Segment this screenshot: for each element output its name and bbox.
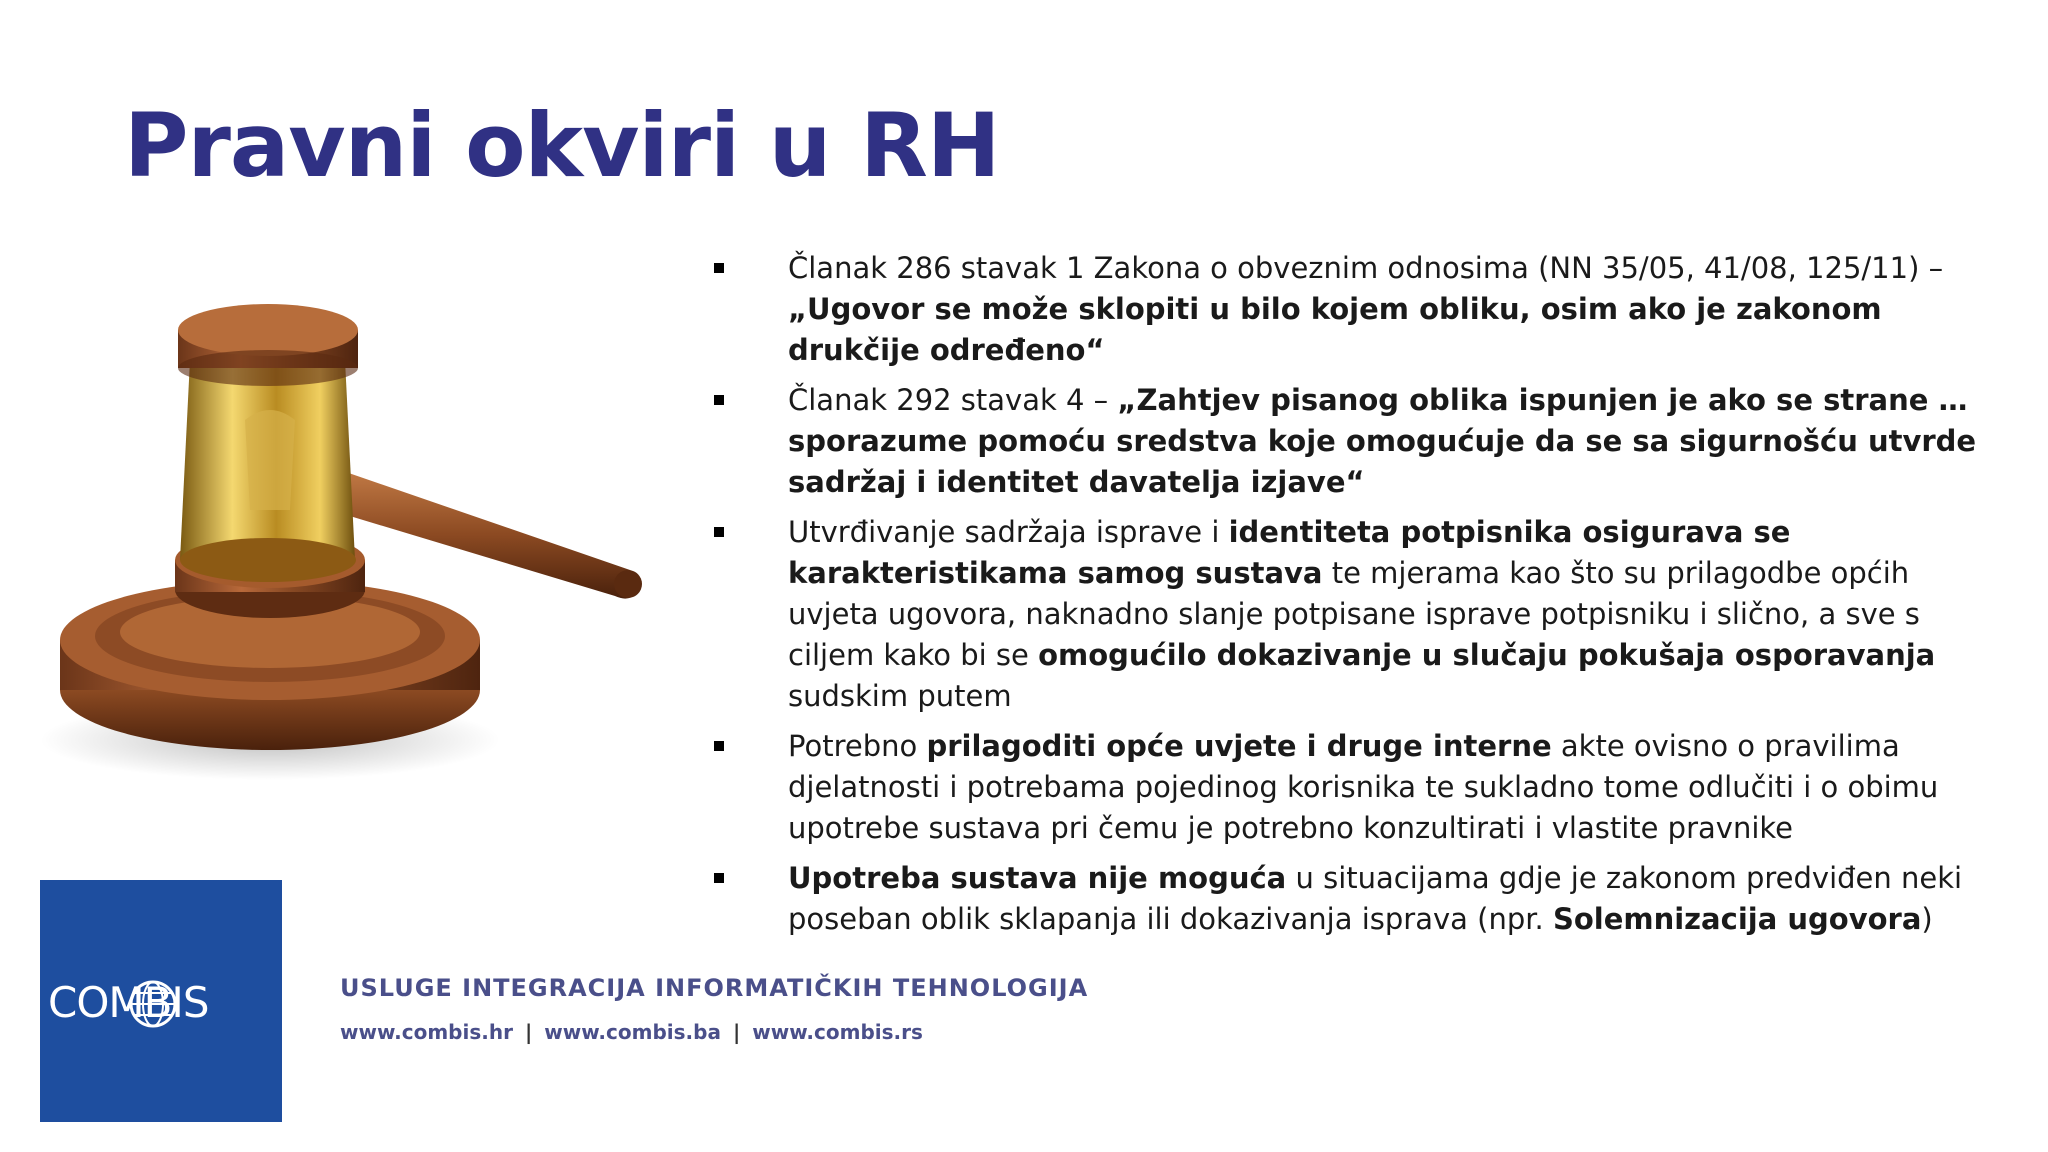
combis-logo <box>40 880 282 1122</box>
bullet-list <box>700 248 1990 949</box>
gavel-image <box>40 270 680 790</box>
company-tagline: USLUGE INTEGRACIJA INFORMATIČKIH TEHNOLOGIJA <box>340 974 1089 1002</box>
bullet-text: Potrebno <box>788 729 927 763</box>
bullet-text: Članak 286 stavak 1 Zakona o obveznim odnosima (NN 35/05, 41/08, 125/11) – <box>788 251 1944 285</box>
bullet-text: u situacijama gdje je zakonom predviđen neki poseban oblik sklapanja ili dokazivanja isprava (npr. <box>788 861 1963 936</box>
url-ba[interactable]: www.combis.ba <box>544 1020 721 1044</box>
url-hr[interactable]: www.combis.hr <box>340 1020 513 1044</box>
footer-urls <box>340 1020 923 1044</box>
bullet-text: Utvrđivanje sadržaja isprave i <box>788 515 1229 549</box>
bullet-marker-icon <box>714 263 724 273</box>
bullet-text-bold: prilagoditi opće uvjete i druge interne <box>926 729 1552 763</box>
bullet-text: akte ovisno o pravilima djelatnosti i potrebama pojedinog korisnika te sukladno tome odlučiti i o obimu upotrebe sustava pri čemu je potrebno konzultirati i vlastite pravnike <box>788 729 1939 845</box>
bullet-marker-icon <box>714 873 724 883</box>
bullet-item <box>700 512 1990 717</box>
url-separator: | <box>732 1020 741 1044</box>
bullet-item <box>700 248 1990 371</box>
url-separator: | <box>524 1020 533 1044</box>
slide-title: Pravni okviri u RH <box>124 94 1000 197</box>
bullet-text-bold: omogućilo dokazivanje u slučaju pokušaja osporavanja <box>1038 638 1936 672</box>
logo-text: COMBIS <box>48 978 209 1027</box>
bullet-text-bold: „Ugovor se može sklopiti u bilo kojem obliku, osim ako je zakonom drukčije određeno“ <box>788 292 1882 367</box>
url-rs[interactable]: www.combis.rs <box>752 1020 923 1044</box>
bullet-text: Članak 292 stavak 4 – <box>788 383 1118 417</box>
bullet-text-bold: Solemnizacija ugovora <box>1552 902 1922 936</box>
bullet-text: te mjerama kao što su prilagodbe općih uvjeta ugovora, naknadno slanje potpisane isprave potpisniku i slično, a sve s ciljem kako bi se <box>788 556 1920 672</box>
bullet-marker-icon <box>714 527 724 537</box>
bullet-item <box>700 726 1990 849</box>
bullet-text-bold: „Zahtjev pisanog oblika ispunjen je ako se strane … sporazume pomoću sredstva koje omogućuje da se sa sigurnošću utvrde sadržaj i identitet davatelja izjave“ <box>788 383 1977 499</box>
bullet-item <box>700 380 1990 503</box>
bullet-text: ) <box>1921 902 1933 936</box>
bullet-item <box>700 858 1990 940</box>
bullet-text-bold: identiteta potpisnika osigurava se karakteristikama samog sustava <box>788 515 1791 590</box>
bullet-marker-icon <box>714 395 724 405</box>
bullet-text: sudskim putem <box>788 679 1012 713</box>
bullet-text-bold: Upotreba sustava nije moguća <box>788 861 1287 895</box>
bullet-marker-icon <box>714 741 724 751</box>
